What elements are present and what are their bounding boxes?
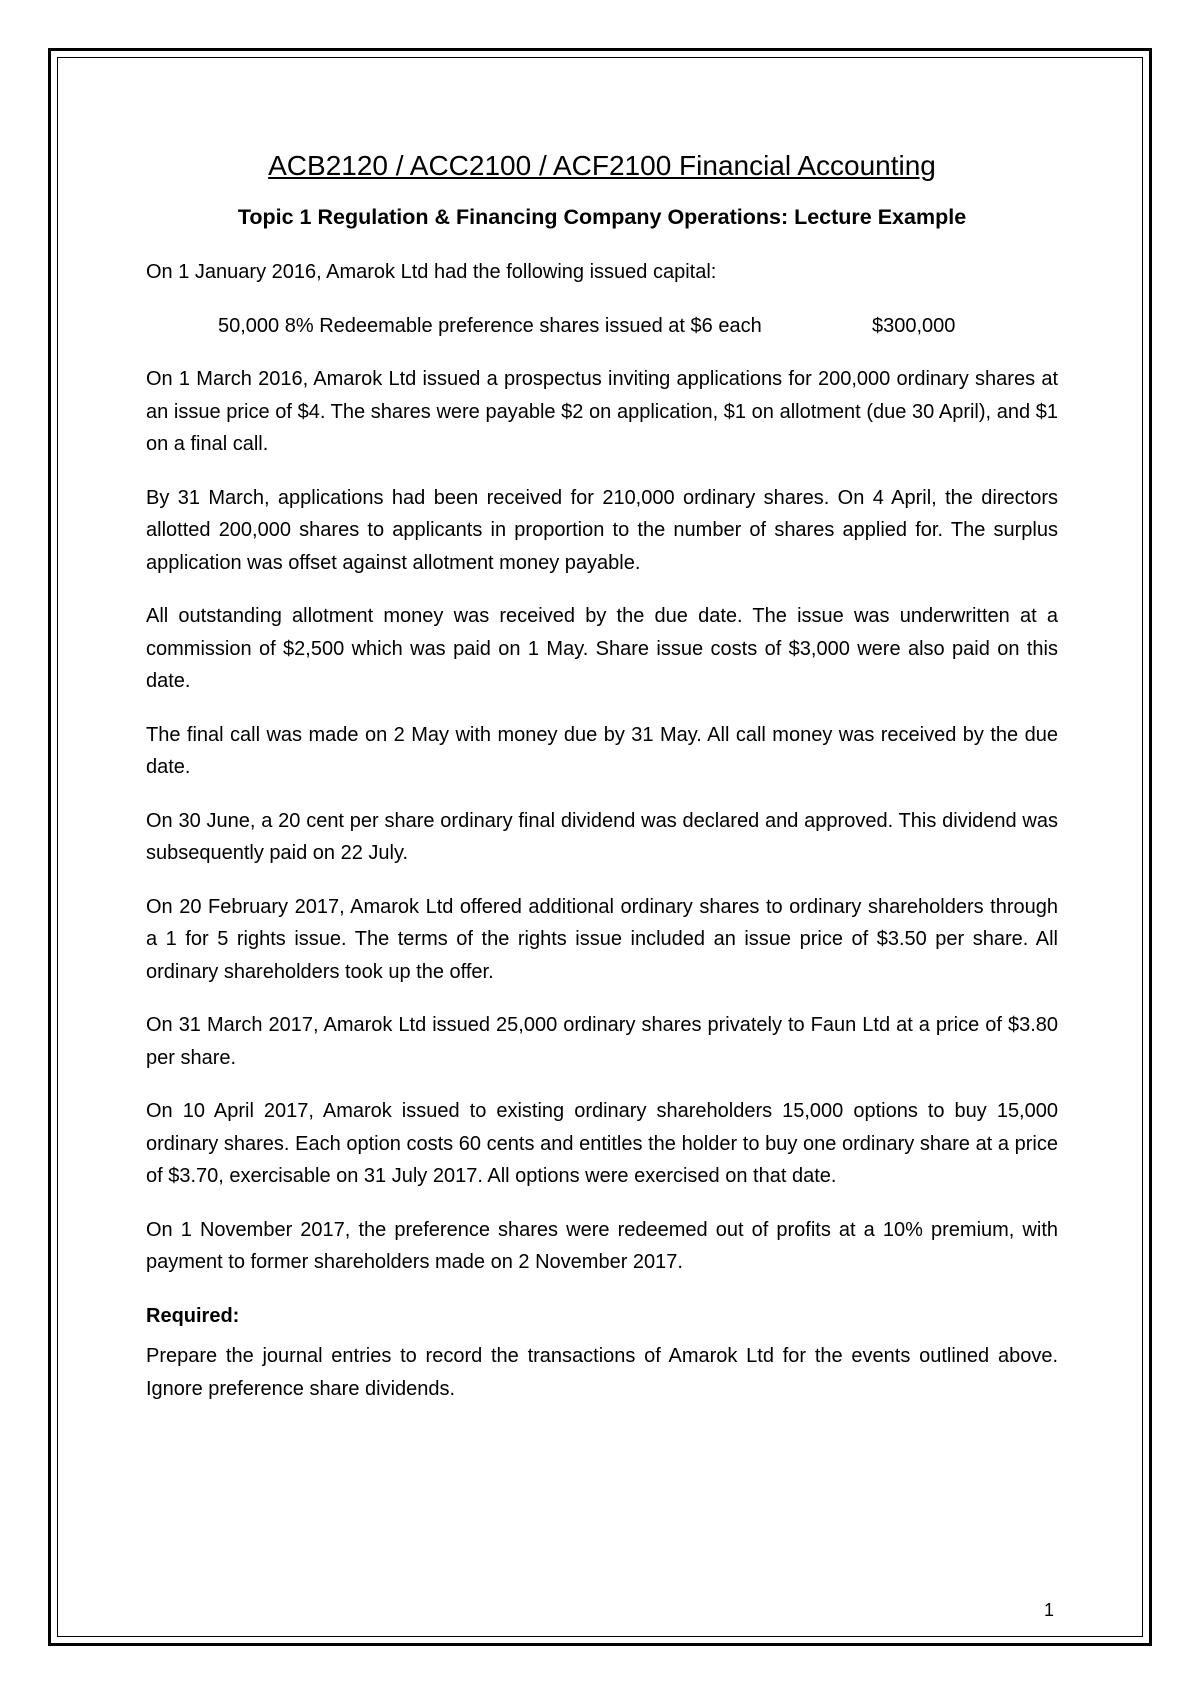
paragraph-allotment: All outstanding allotment money was received by the due date. The issue was underwritten at a commission of $2,500 which was paid on 1 May. Share issue costs of $3,000 were also paid on this date.: [146, 605, 1058, 692]
paragraph-redemption: On 1 November 2017, the preference shares were redeemed out of profits at a 10% premium, with payment to former shareholders made on 2 November 2017.: [146, 1218, 1058, 1273]
paragraph-dividend: On 30 June, a 20 cent per share ordinary final dividend was declared and approved. This dividend was subsequently paid on 22 July.: [146, 809, 1058, 864]
paragraph-rights-issue: On 20 February 2017, Amarok Ltd offered additional ordinary shares to ordinary shareholders through a 1 for 5 rights issue. The terms of the rights issue included an issue price of $3.50 per share. All ordinary shareholders took up the offer.: [146, 895, 1058, 983]
paragraph-applications: By 31 March, applications had been received for 210,000 ordinary shares. On 4 April, the directors allotted 200,000 shares to applicants in proportion to the number of shares applied for. The surplus application was offset against allotment money payable.: [146, 486, 1058, 574]
paragraph-prospectus: On 1 March 2016, Amarok Ltd issued a prospectus inviting applications for 200,000 ordinary shares at an issue price of $4. The shares were payable $2 on application, $1 on allotment (due 30 April), and $1 on a final call.: [146, 368, 1058, 455]
paragraph-options: On 10 April 2017, Amarok issued to existing ordinary shareholders 15,000 options to buy 15,000 ordinary shares. Each option costs 60 cents and entitles the holder to buy one ordinary share at a price of $3.70, exercisable on 31 July 2017. All options were exercised on that date.: [146, 1100, 1058, 1187]
paragraph-private-placement: On 31 March 2017, Amarok Ltd issued 25,000 ordinary shares privately to Faun Ltd at a price of $3.80 per share.: [146, 1014, 1058, 1069]
paragraph-final-call: The final call was made on 2 May with money due by 31 May. All call money was received by the due date.: [146, 723, 1058, 778]
document-body: [146, 148, 1058, 1426]
capital-amount: $300,000: [872, 314, 956, 337]
intro-paragraph: On 1 January 2016, Amarok Ltd had the following issued capital:: [146, 261, 717, 283]
capital-description: 50,000 8% Redeemable preference shares issued at $6 each: [218, 314, 762, 337]
page-number: 1: [1044, 1600, 1055, 1620]
issued-capital-line: [218, 310, 1058, 343]
required-text: Prepare the journal entries to record the transactions of Amarok Ltd for the events outlined above. Ignore preference share dividends.: [146, 1345, 1058, 1400]
document-title: ACB2120 / ACC2100 / ACF2100 Financial Accounting: [268, 150, 936, 181]
document-subtitle: Topic 1 Regulation & Financing Company Operations: Lecture Example: [237, 205, 967, 229]
required-heading: Required:: [146, 1304, 240, 1327]
